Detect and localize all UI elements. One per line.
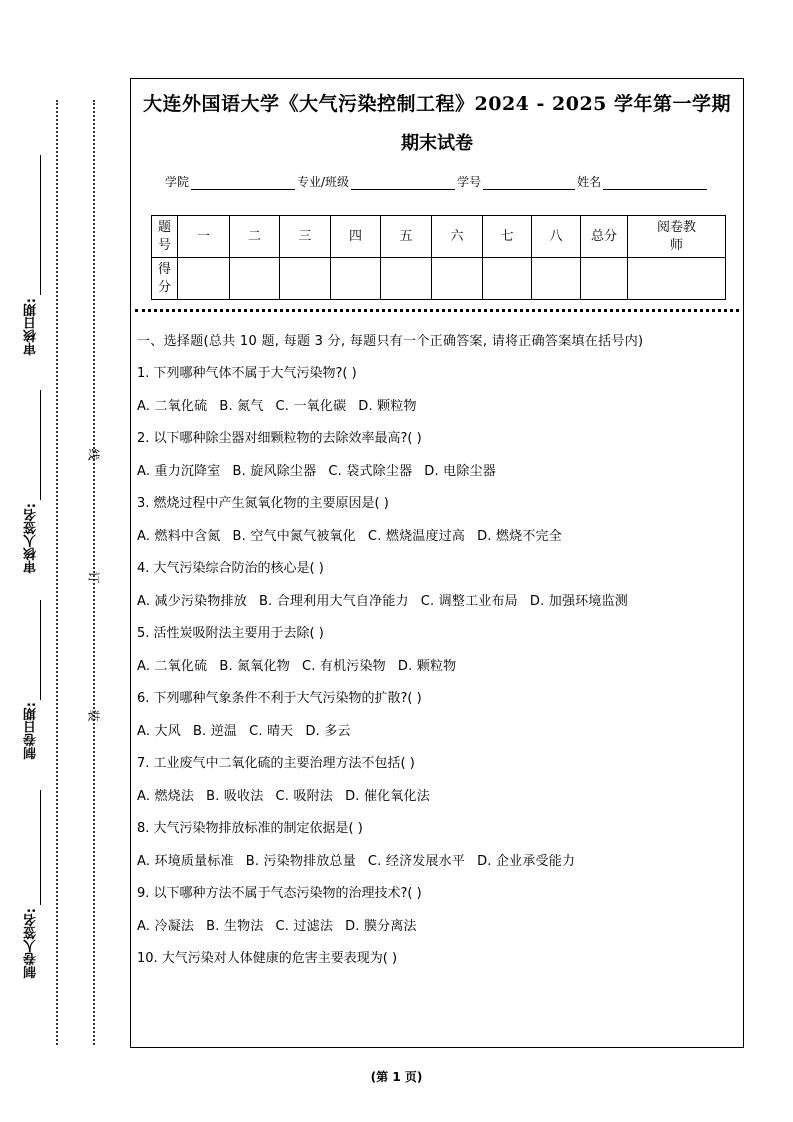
- option: B. 旋风除尘器: [232, 464, 317, 479]
- exam-frame: [130, 78, 744, 1048]
- question-5-options: [137, 656, 739, 677]
- option: C. 过滤法: [275, 919, 334, 934]
- score-cell-grader[interactable]: [628, 258, 726, 300]
- col-header: 八: [532, 216, 581, 258]
- col-header: 三: [280, 216, 331, 258]
- score-table-header-row: [152, 216, 726, 258]
- col-header: 五: [381, 216, 432, 258]
- option: C. 吸附法: [275, 789, 334, 804]
- col-header-grader: 阅卷教师: [628, 216, 726, 258]
- score-cell[interactable]: [178, 258, 230, 300]
- question-3: 3. 燃烧过程中产生氮氧化物的主要原因是( ): [137, 496, 389, 511]
- question-2: 2. 以下哪种除尘器对细颗粒物的去除效率最高?( ): [137, 431, 422, 446]
- question-9: 9. 以下哪种方法不属于气态污染物的治理技术?( ): [137, 886, 422, 901]
- col-header: 四: [331, 216, 381, 258]
- option: D. 催化氧化法: [345, 789, 430, 804]
- option: B. 污染物排放总量: [245, 854, 356, 869]
- binding-char-zhuang: 装: [88, 708, 100, 722]
- option: B. 空气中氮气被氧化: [232, 529, 356, 544]
- question-9-options: [137, 916, 739, 937]
- option: A. 二氧化硫: [137, 399, 208, 414]
- question-6-options: [137, 721, 739, 742]
- college-label: 学院: [165, 175, 190, 189]
- question-4: 4. 大气污染综合防治的核心是( ): [137, 561, 324, 576]
- score-table-score-row: [152, 258, 726, 300]
- section-heading: 一、选择题(总共 10 题, 每题 3 分, 每题只有一个正确答案, 请将正确答案填在括号内): [137, 334, 644, 349]
- binding-char-ding: 订: [88, 570, 100, 584]
- reviewer-sign-blank: [40, 390, 41, 500]
- option: B. 逆温: [192, 724, 238, 739]
- option: A. 燃料中含氮: [137, 529, 221, 544]
- reviewer-date-label: 审核日期:: [24, 298, 39, 356]
- score-cell[interactable]: [532, 258, 581, 300]
- option: A. 燃烧法: [137, 789, 195, 804]
- question-3-options: [137, 526, 739, 547]
- major-field[interactable]: [351, 175, 455, 190]
- score-cell[interactable]: [381, 258, 432, 300]
- option: A. 二氧化硫: [137, 659, 208, 674]
- col-header: 一: [178, 216, 230, 258]
- maker-sign-label: 制卷人签名:: [24, 908, 39, 979]
- question-10: 10. 大气污染对人体健康的危害主要表现为( ): [137, 951, 398, 966]
- col-header: 七: [483, 216, 532, 258]
- page-number: (第 1 页): [370, 1070, 423, 1084]
- option: C. 燃烧温度过高: [367, 529, 466, 544]
- option: D. 膜分离法: [345, 919, 417, 934]
- exam-subtitle: 期末试卷: [401, 133, 473, 154]
- col-header: 六: [432, 216, 483, 258]
- student-id-field[interactable]: [483, 175, 575, 190]
- question-8-options: [137, 851, 739, 872]
- option: C. 经济发展水平: [367, 854, 466, 869]
- student-info-row: [165, 173, 709, 190]
- option: A. 环境质量标准: [137, 854, 234, 869]
- option: A. 大风: [137, 724, 181, 739]
- option: A. 冷凝法: [137, 919, 195, 934]
- score-cell[interactable]: [483, 258, 532, 300]
- option: D. 电除尘器: [424, 464, 496, 479]
- option: D. 企业承受能力: [477, 854, 576, 869]
- option: D. 颗粒物: [358, 399, 417, 414]
- maker-date-label: 制卷日期:: [24, 702, 39, 760]
- score-cell[interactable]: [230, 258, 280, 300]
- option: B. 生物法: [206, 919, 264, 934]
- maker-sign-blank: [40, 790, 41, 905]
- row-label-score: 得分: [152, 258, 178, 300]
- reviewer-sign-label: 审核人签名:: [24, 503, 39, 574]
- row-label-question-number: 题号: [152, 216, 178, 258]
- score-cell-total[interactable]: [581, 258, 628, 300]
- option: B. 合理利用大气自净能力: [258, 594, 409, 609]
- question-1-options: [137, 396, 739, 417]
- question-7-options: [137, 786, 739, 807]
- option: A. 减少污染物排放: [137, 594, 247, 609]
- option: C. 袋式除尘器: [328, 464, 413, 479]
- section-multiple-choice: [137, 331, 739, 981]
- name-field[interactable]: [603, 175, 707, 190]
- option: D. 多云: [305, 724, 351, 739]
- col-header: 二: [230, 216, 280, 258]
- option: D. 颗粒物: [397, 659, 457, 674]
- option: D. 燃烧不完全: [477, 529, 562, 544]
- question-6: 6. 下列哪种气象条件不利于大气污染物的扩散?( ): [137, 691, 422, 706]
- score-cell[interactable]: [331, 258, 381, 300]
- question-4-options: [137, 591, 739, 612]
- option: C. 调整工业布局: [420, 594, 518, 609]
- binding-dotted-line-outer: [56, 100, 58, 1045]
- question-5: 5. 活性炭吸附法主要用于去除( ): [137, 626, 324, 641]
- question-8: 8. 大气污染物排放标准的制定依据是( ): [137, 821, 363, 836]
- question-1: 1. 下列哪种气体不属于大气污染物?( ): [137, 366, 357, 381]
- option: C. 晴天: [249, 724, 294, 739]
- col-header-total: 总分: [581, 216, 628, 258]
- option: C. 一氧化碳: [275, 399, 347, 414]
- reviewer-date-blank: [40, 155, 41, 295]
- major-label: 专业/班级: [297, 175, 350, 189]
- option: D. 加强环境监测: [529, 594, 628, 609]
- option: A. 重力沉降室: [137, 464, 221, 479]
- dotted-separator: [135, 309, 739, 312]
- score-table: [151, 215, 726, 300]
- question-7: 7. 工业废气中二氧化硫的主要治理方法不包括( ): [137, 756, 415, 771]
- option: B. 吸收法: [206, 789, 264, 804]
- student-id-label: 学号: [457, 175, 482, 189]
- exam-title: 大连外国语大学《大气污染控制工程》2024 - 2025 学年第一学期: [143, 93, 731, 115]
- college-field[interactable]: [191, 175, 295, 190]
- question-2-options: [137, 461, 739, 482]
- score-cell[interactable]: [280, 258, 331, 300]
- maker-date-blank: [40, 600, 41, 700]
- option: C. 有机污染物: [301, 659, 386, 674]
- score-cell[interactable]: [432, 258, 483, 300]
- option: B. 氮氧化物: [219, 659, 290, 674]
- option: B. 氮气: [219, 399, 264, 414]
- name-label: 姓名: [577, 175, 602, 189]
- binding-char-xian: 线: [88, 447, 100, 461]
